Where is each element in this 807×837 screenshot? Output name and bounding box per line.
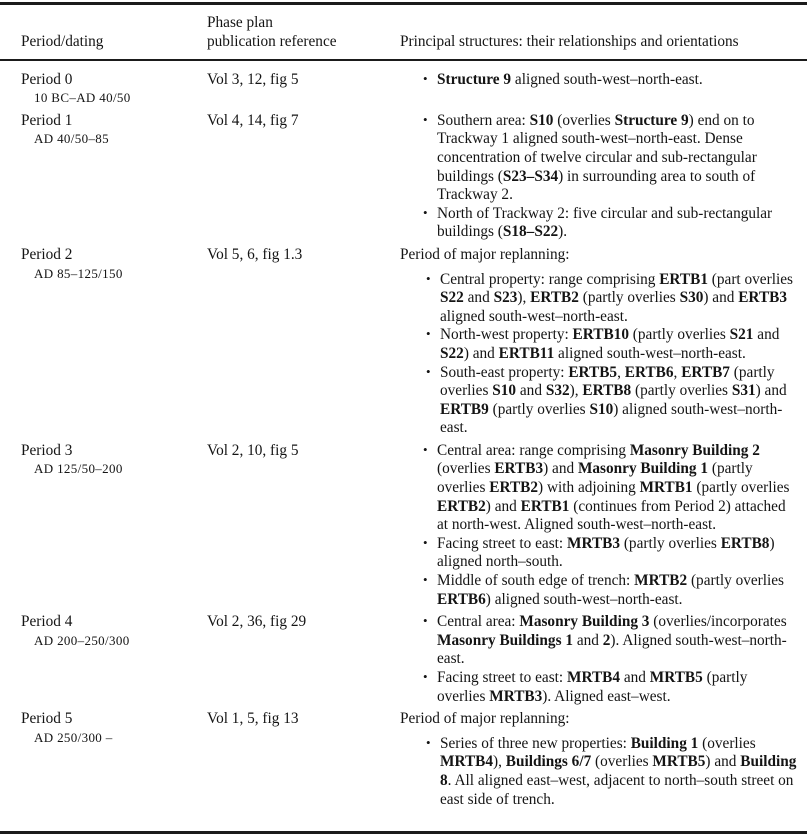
- text-run: (partly overlies: [488, 400, 590, 418]
- text-run: ).: [558, 223, 568, 241]
- period-dating: AD 125/50–200: [34, 461, 123, 477]
- structure-bullet: [421, 572, 798, 609]
- publication-reference: Vol 1, 5, fig 13: [207, 710, 299, 728]
- structure-name: MRTB5: [649, 669, 703, 686]
- text-run: ) with adjoining: [538, 479, 640, 497]
- period-label: Period 1: [21, 111, 73, 129]
- structure-name: S30: [679, 289, 704, 307]
- text-run: ) aligned south-west–north-east.: [440, 400, 783, 437]
- publication-reference: Vol 2, 10, fig 5: [207, 441, 299, 459]
- structure-name: ERTB8: [582, 382, 632, 400]
- text-run: ),: [569, 382, 583, 400]
- text-run: and: [620, 669, 650, 686]
- structure-bullet: [424, 326, 798, 363]
- period-label: Period 3: [21, 441, 73, 459]
- table-row: [21, 706, 798, 809]
- structure-name: S32: [545, 382, 570, 400]
- period-dating: AD 200–250/300: [34, 632, 130, 648]
- replanning-intro: Period of major replanning:: [400, 710, 570, 728]
- column-header-phase-plan-line1: Phase plan: [207, 14, 273, 31]
- structure-name: ERTB2: [437, 497, 486, 515]
- text-run: (overlies: [698, 734, 756, 752]
- replanning-intro: Period of major replanning:: [400, 245, 570, 263]
- structure-bullet: [421, 535, 798, 572]
- text-run: (partly overlies: [628, 326, 730, 344]
- period-cell: [21, 710, 207, 809]
- table-row: [21, 108, 798, 242]
- structure-name: MRTB3: [489, 687, 543, 705]
- text-run: Facing street to east:: [437, 534, 567, 552]
- structure-name: MRTB1: [639, 479, 693, 497]
- text-run: South-east property:: [440, 363, 569, 381]
- column-header-principal-structures: Principal structures: their relationships and orientations: [400, 33, 739, 51]
- structure-bullet: [421, 112, 798, 205]
- text-run: Middle of south edge of trench:: [437, 572, 635, 590]
- table-header-row: [21, 10, 798, 59]
- period-label: Period 4: [21, 613, 73, 631]
- structure-name: S22: [440, 344, 464, 362]
- text-run: Central area:: [437, 613, 520, 631]
- table-top-rule: [0, 2, 807, 5]
- text-run: and: [573, 631, 603, 649]
- text-run: and: [753, 326, 780, 344]
- structure-bullet: [421, 205, 798, 242]
- structure-name: MRTB4: [440, 753, 494, 771]
- principal-structures-cell: [400, 442, 798, 609]
- text-run: ) and: [755, 382, 787, 400]
- structure-name: S23: [493, 289, 518, 307]
- structure-name: S21: [729, 326, 754, 344]
- structure-bullet: [424, 364, 798, 438]
- text-run: (partly overlies: [437, 460, 753, 497]
- publication-reference: Vol 2, 36, fig 29: [207, 613, 307, 631]
- text-run: ),: [517, 289, 531, 307]
- period-cell: [21, 112, 207, 242]
- column-header-phase-plan-reference: [207, 13, 400, 52]
- structure-name: Masonry Building 1: [577, 460, 709, 478]
- structure-name: ERTB3: [738, 289, 788, 307]
- structure-name: ERTB6: [624, 363, 674, 381]
- structure-name: Masonry Building 3: [519, 613, 650, 631]
- structure-name: Building 1: [630, 734, 699, 752]
- structure-name: ERTB11: [498, 344, 555, 362]
- text-run: ) and: [463, 344, 499, 362]
- text-run: Central area: range comprising: [437, 441, 630, 459]
- period-cell: [21, 71, 207, 108]
- structure-name: S31: [731, 382, 756, 400]
- period-label: Period 2: [21, 245, 73, 263]
- text-run: (partly overlies: [631, 382, 732, 400]
- structure-name: ERTB2: [489, 479, 539, 497]
- structures-list: [400, 271, 798, 438]
- structures-list: [400, 112, 798, 242]
- text-run: ),: [493, 753, 506, 771]
- column-header-period-dating: Period/dating: [21, 33, 104, 51]
- structure-name: ERTB2: [530, 289, 579, 307]
- text-run: North of Trackway 2: five circular and sub-rectangular buildings (: [437, 204, 773, 241]
- text-run: North-west property:: [440, 326, 573, 344]
- structure-bullet: [421, 442, 798, 535]
- publication-reference: Vol 3, 12, fig 5: [207, 70, 299, 88]
- text-run: ,: [617, 363, 625, 381]
- text-run: ) and: [703, 289, 739, 307]
- structures-list: [400, 735, 798, 809]
- text-run: ). Aligned east–west.: [542, 687, 671, 705]
- period-dating: AD 40/50–85: [34, 131, 109, 147]
- table-bottom-rule: [0, 831, 807, 834]
- structure-name: S10: [589, 400, 614, 418]
- text-run: ). Aligned south-west–north-east.: [437, 631, 787, 668]
- text-run: Facing street to east:: [437, 669, 567, 686]
- structure-name: ERTB5: [568, 363, 618, 381]
- text-run: and: [516, 382, 546, 400]
- text-run: ) in surrounding area to south of Trackway 2.: [437, 167, 756, 204]
- structures-list: [400, 442, 798, 609]
- table-row: [21, 609, 798, 706]
- text-run: (partly overlies: [578, 289, 680, 307]
- structures-list: [400, 613, 798, 706]
- period-label: Period 0: [21, 70, 73, 88]
- structure-name: ERTB3: [494, 460, 544, 478]
- structure-name: S23–S34: [502, 167, 559, 185]
- period-dating: 10 BC–AD 40/50: [34, 90, 131, 106]
- publication-reference: Vol 5, 6, fig 1.3: [207, 245, 303, 263]
- table-row: [21, 61, 798, 108]
- structure-name: MRTB5: [652, 753, 706, 771]
- text-run: ) aligned north–south.: [437, 534, 775, 571]
- structure-name: ERTB8: [720, 534, 770, 552]
- structure-name: S10: [529, 111, 554, 129]
- text-run: and: [463, 289, 494, 307]
- text-run: (partly overlies: [440, 363, 775, 400]
- structure-name: Buildings 6/7: [505, 753, 592, 771]
- structure-name: ERTB10: [572, 326, 629, 344]
- structure-name: ERTB1: [659, 270, 708, 288]
- text-run: Southern area:: [437, 111, 530, 129]
- text-run: (overlies: [437, 460, 495, 478]
- text-run: (partly overlies: [692, 479, 790, 497]
- table-row: [21, 438, 798, 609]
- period-label: Period 5: [21, 710, 73, 728]
- period-cell: [21, 613, 207, 706]
- text-run: ) end on to Trackway 1 aligned south-west–north-east. Dense concentration of twelve circular and sub-rectangular buildings (: [437, 111, 757, 185]
- structure-name: S18–S22: [502, 223, 559, 241]
- principal-structures-cell: [400, 112, 798, 242]
- structure-name: 2: [602, 631, 611, 649]
- structure-name: S10: [492, 382, 517, 400]
- column-header-phase-plan-line2: publication reference: [207, 33, 337, 51]
- text-run: Central property: range comprising: [440, 270, 660, 288]
- text-run: (partly overlies: [437, 669, 748, 705]
- structure-bullet: [421, 71, 798, 90]
- table-body: [21, 61, 798, 810]
- structure-bullet: [424, 271, 798, 327]
- structure-bullet: [424, 735, 798, 809]
- table-row: [21, 242, 798, 438]
- text-run: (partly overlies: [620, 534, 721, 552]
- structure-bullet: [421, 613, 798, 669]
- period-cell: [21, 442, 207, 609]
- principal-structures-cell: [400, 246, 798, 438]
- structure-bullet: [421, 669, 798, 706]
- structure-name: S22: [440, 289, 464, 307]
- structure-name: ERTB1: [520, 497, 570, 515]
- text-run: (part overlies: [707, 270, 793, 288]
- text-run: Series of three new properties:: [440, 734, 631, 752]
- text-run: (overlies: [591, 753, 653, 771]
- structure-name: Building 8: [440, 753, 797, 789]
- structure-name: Structure 9: [614, 111, 689, 129]
- publication-reference: Vol 4, 14, fig 7: [207, 111, 299, 129]
- structure-name: ERTB7: [681, 363, 730, 381]
- text-run: ) and: [705, 753, 741, 771]
- structure-name: ERTB9: [440, 400, 489, 418]
- text-run: aligned south-west–north-east.: [554, 344, 746, 362]
- text-run: ) and: [485, 497, 521, 515]
- structure-name: MRTB3: [567, 534, 621, 552]
- structure-name: ERTB6: [437, 590, 486, 608]
- structures-list: [400, 71, 798, 90]
- principal-structures-cell: [400, 613, 798, 706]
- text-run: (partly overlies: [687, 572, 784, 590]
- text-run: (continues from Period 2) attached at north-west. Aligned south-west–north-east.: [437, 497, 786, 534]
- structure-name: Masonry Building 2: [629, 441, 760, 459]
- structure-name: Structure 9: [437, 70, 512, 88]
- structure-name: MRTB2: [634, 572, 688, 590]
- text-run: (overlies/​incorporates: [649, 613, 787, 631]
- text-run: aligned south-west–north-east.: [440, 307, 628, 325]
- text-run: (overlies: [553, 111, 615, 129]
- principal-structures-cell: [400, 71, 798, 108]
- principal-structures-cell: [400, 710, 798, 809]
- text-run: ,: [673, 363, 682, 381]
- period-cell: [21, 246, 207, 438]
- period-dating: AD 85–125/150: [34, 265, 123, 281]
- structure-name: MRTB4: [567, 669, 621, 686]
- text-run: aligned south-west–north-east.: [511, 70, 703, 88]
- text-run: . All aligned east–west, adjacent to north–south street on east side of trench.: [440, 771, 794, 808]
- text-run: ) aligned south-west–north-east.: [485, 590, 683, 608]
- period-dating: AD 250/300 –: [34, 729, 113, 745]
- structure-name: Masonry Buildings 1: [437, 631, 574, 649]
- text-run: ) and: [543, 460, 578, 478]
